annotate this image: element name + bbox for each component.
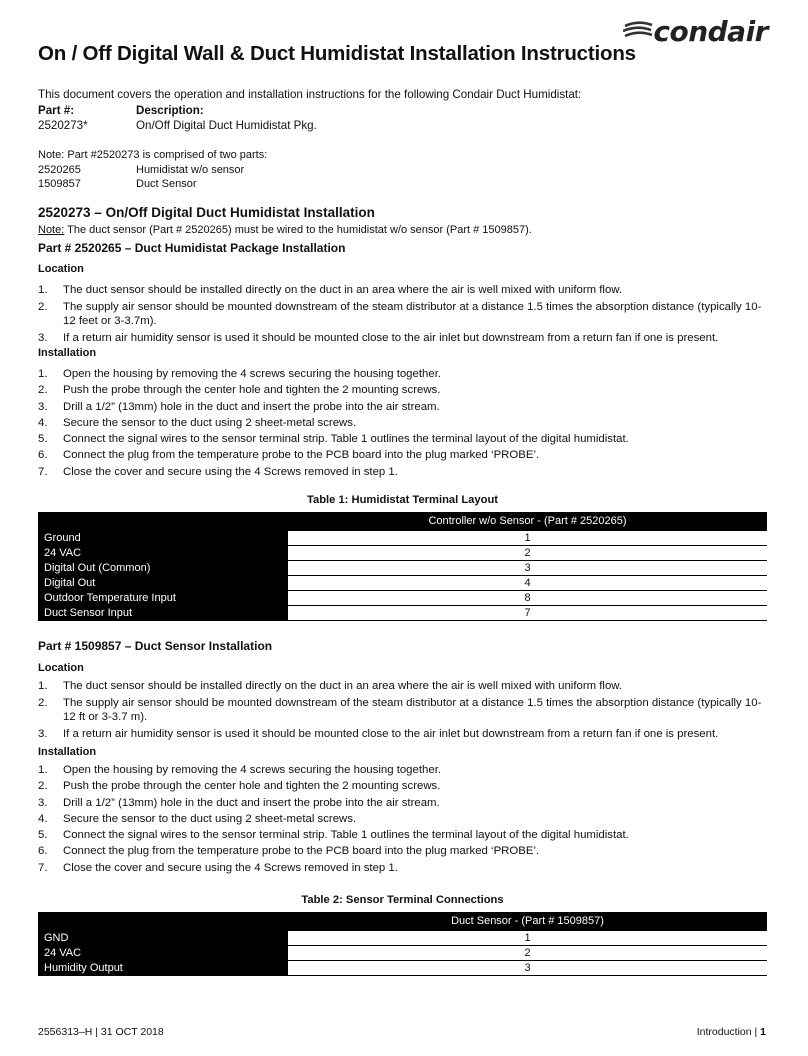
- footer-section: Introduction |: [696, 1026, 761, 1038]
- table-row: [38, 606, 767, 621]
- condair-logo: [623, 14, 768, 48]
- list-item: 3. If a return air humidity sensor is used it should be mounted close to the air inlet but downstream from a return fan if one is present.: [38, 331, 719, 344]
- row-label: Outdoor Temperature Input: [38, 591, 288, 606]
- table-row: [38, 576, 767, 591]
- table-header-row: [38, 912, 767, 931]
- component-part: 2520265: [38, 163, 81, 176]
- component-part: 1509857: [38, 178, 81, 190]
- components-note-text: Note: Part #2520273 is comprised of two parts:: [38, 149, 268, 161]
- condair-swoosh-icon: [623, 20, 653, 42]
- list-item: 3. Drill a 1/2” (13mm) hole in the duct and insert the probe into the air stream.: [38, 400, 440, 413]
- installation-list: [38, 763, 770, 877]
- location-list: [38, 679, 770, 743]
- list-item: 5. Connect the signal wires to the sensor terminal strip. Table 1 outlines the terminal layout of the digital humidistat.: [38, 829, 629, 842]
- table-row: [38, 931, 767, 946]
- list-item: 2. Push the probe through the center hole and tighten the 2 mounting screws.: [38, 384, 441, 397]
- page-title: On / Off Digital Wall & Duct Humidistat Installation Instructions: [38, 42, 636, 65]
- intro-text: This document covers the operation and installation instructions for the following Condair Duct Humidistat:: [38, 88, 582, 101]
- location-label: Location: [38, 662, 84, 674]
- installation-label: Installation: [38, 746, 97, 758]
- row-label: Duct Sensor Input: [38, 606, 288, 621]
- table1-caption: Table 1: Humidistat Terminal Layout: [306, 494, 499, 506]
- table-row: [38, 546, 767, 561]
- list-item: 4. Secure the sensor to the duct using 2 sheet-metal screws.: [38, 812, 357, 825]
- row-label: GND: [38, 931, 288, 946]
- table-row: [38, 561, 767, 576]
- list-item: 2. The supply air sensor should be mounted downstream of the steam distributor at a distance 1.5 times the absorption distance (typically 10-12 feet or 3-3.7m).: [38, 300, 762, 327]
- table-corner: [38, 512, 288, 531]
- location-label: Location: [38, 263, 84, 275]
- note-text: The duct sensor (Part # 2520265) must be wired to the humidistat w/o sensor (Part # 1509857).: [64, 224, 532, 236]
- component-desc: Humidistat w/o sensor: [136, 163, 245, 176]
- table-corner: [38, 912, 288, 931]
- row-value: 2: [288, 546, 767, 561]
- parts-table-header: [38, 104, 204, 119]
- table-header: Duct Sensor - (Part # 1509857): [288, 912, 767, 931]
- list-item: 1. Open the housing by removing the 4 screws securing the housing together.: [38, 764, 442, 776]
- table-row: [38, 591, 767, 606]
- table-row: [38, 531, 767, 546]
- row-label: 24 VAC: [38, 946, 288, 961]
- table-row: [38, 946, 767, 961]
- installation-label: Installation: [38, 347, 97, 359]
- list-item: 7. Close the cover and secure using the 4 Screws removed in step 1.: [38, 465, 398, 478]
- list-item: 6. Connect the plug from the temperature probe to the PCB board into the plug marked ‘PROBE’.: [38, 845, 540, 858]
- components-note: [38, 148, 267, 192]
- table2-caption: Table 2: Sensor Terminal Connections: [301, 894, 504, 906]
- table1: [38, 512, 767, 621]
- row-value: 3: [288, 561, 767, 576]
- section1-heading: 2520273 – On/Off Digital Duct Humidistat Installation: [38, 205, 375, 220]
- installation-list: [38, 367, 770, 481]
- list-item: 1. Open the housing by removing the 4 screws securing the housing together.: [38, 368, 442, 380]
- row-label: Digital Out (Common): [38, 561, 288, 576]
- list-item: 2. The supply air sensor should be mounted downstream of the steam distributor at a distance 1.5 times the absorption distance (typically 10-12 ft or 3-3.7 m).: [38, 696, 762, 723]
- component-row: [38, 177, 267, 192]
- footer-page: [697, 1026, 766, 1038]
- table-header-row: [38, 512, 767, 531]
- component-row: [38, 163, 267, 178]
- row-value: 8: [288, 591, 767, 606]
- row-value: 1: [288, 931, 767, 946]
- row-label: Humidity Output: [38, 961, 288, 976]
- row-value: 2: [288, 946, 767, 961]
- list-item: 3. Drill a 1/2” (13mm) hole in the duct and insert the probe into the air stream.: [38, 796, 440, 809]
- list-item: 3. If a return air humidity sensor is used it should be mounted close to the air inlet but downstream from a return fan if one is present.: [38, 727, 719, 740]
- location-list: [38, 283, 770, 347]
- table-header: Controller w/o Sensor - (Part # 2520265): [288, 512, 767, 531]
- logo-text: condair: [653, 14, 768, 48]
- list-item: 1. The duct sensor should be installed directly on the duct in an area where the air is well mixed with uniform flow.: [38, 284, 623, 296]
- row-label: 24 VAC: [38, 546, 288, 561]
- list-item: 7. Close the cover and secure using the 4 Screws removed in step 1.: [38, 861, 398, 874]
- part-number-header: Part #:: [38, 104, 75, 117]
- part-number: 2520273*: [38, 119, 88, 132]
- description-header: Description:: [136, 104, 204, 117]
- footer-doc-id: 2556313–H | 31 OCT 2018: [38, 1026, 164, 1038]
- part-description: On/Off Digital Duct Humidistat Pkg.: [136, 119, 317, 132]
- list-item: 1. The duct sensor should be installed directly on the duct in an area where the air is well mixed with uniform flow.: [38, 680, 623, 692]
- list-item: 5. Connect the signal wires to the sensor terminal strip. Table 1 outlines the terminal layout of the digital humidistat.: [38, 433, 629, 446]
- section2-heading: Part # 1509857 – Duct Sensor Installation: [38, 639, 273, 653]
- section1-subheading: Part # 2520265 – Duct Humidistat Package Installation: [38, 241, 346, 255]
- list-item: 4. Secure the sensor to the duct using 2 sheet-metal screws.: [38, 416, 357, 429]
- list-item: 6. Connect the plug from the temperature probe to the PCB board into the plug marked ‘PROBE’.: [38, 449, 540, 462]
- row-value: 7: [288, 606, 767, 621]
- row-label: Digital Out: [38, 576, 288, 591]
- parts-table-row: [38, 119, 317, 134]
- row-value: 1: [288, 531, 767, 546]
- note-label: Note:: [38, 224, 65, 236]
- page-number: 1: [760, 1026, 766, 1038]
- row-label: Ground: [38, 531, 288, 546]
- component-desc: Duct Sensor: [136, 178, 197, 190]
- table2: [38, 912, 767, 976]
- row-value: 3: [288, 961, 767, 976]
- row-value: 4: [288, 576, 767, 591]
- section1-note: [38, 224, 532, 236]
- table-row: [38, 961, 767, 976]
- list-item: 2. Push the probe through the center hole and tighten the 2 mounting screws.: [38, 780, 441, 793]
